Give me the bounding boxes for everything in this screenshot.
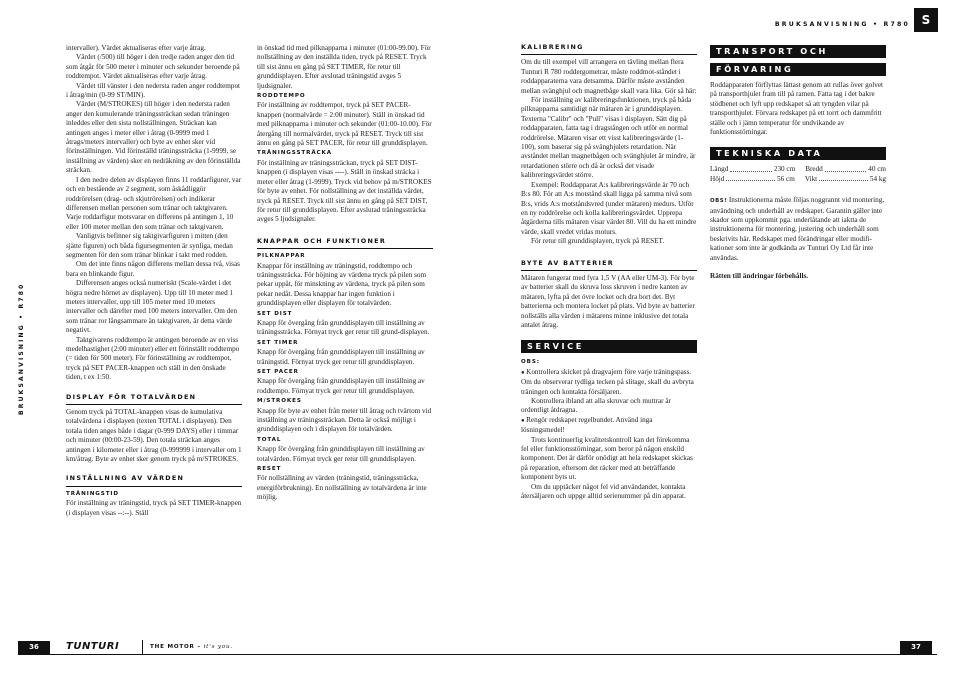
subheading-total: TOTAL [257, 436, 282, 443]
width-value: 40 cm [868, 165, 887, 174]
subheading-training-time: TRÄNINGSTID [66, 490, 119, 497]
length-value: 230 cm [773, 165, 796, 174]
paragraph: Knapp för övergång från grunddisplayen till inställning av träningstid. Förnyat tryck ger retur till grunddisplayen. [257, 348, 425, 366]
height-value: 56 cm [777, 174, 795, 183]
paragraph: För inställning av kalibreringsfunktionen, tryck på båda pilknapparna samtidigt när mätaren är i grunddisplayen. Texterna "Calibr" och "Pull" visas i displayen. Sätt dig på roddapparaten, fatta tag i dragstången och utför en normal roddrörelse. Mätaren visar ett visst kalibreringsvärde (1-100), som baserar sig på svänghjulets retardation. När avståndet mellan magnetbågen och svänghjulet är mindre, är retardationen större och då är också det visade kalibreringsvärdet större. [521, 96, 696, 180]
obs-label: OBS! [710, 198, 728, 205]
paragraph: intervaller). Värdet aktualiseras efter varje åtrag. [66, 44, 206, 52]
paragraph: Knapp för övergång från grunddisplayen till inställning av totalvärden. Förnyat tryck ger retur till grunddisplayen. [257, 445, 425, 463]
paragraph: Om du upptäcker något fel vid användandet, kontakta återsäljaren och uppge alltid serienummer på din apparat. [521, 482, 686, 501]
paragraph: Knapp för byte av enhet från meter till åtrag och tvärtom vid inställning av träningssträckan. Detta är också möjligt i grunddisplayen och i displayen för totalvärden. [257, 406, 432, 434]
bullet-item: ● Rengör redskapet regelbundet. Använd inga lösningsmedel! [521, 416, 697, 436]
section-heading-settings: INSTÄLLNING AV VÄRDEN [66, 474, 242, 486]
paragraph: Mätaren fungerar med fyra 1,5 V (AA eller UM-3). För byte av batterier skall du skruva loss skruven i nedre kanten av mätaren, lyfta på det övre locket och dra bort det. Byt batterierna och montera locket på plats. Vid byte av batterier nollställs alla värden i mätarens minne inklusive det totala antalet åtrag. [521, 273, 695, 329]
footer-divider [142, 640, 143, 654]
width-label: Bredd [805, 165, 823, 174]
bullet-item: ● Kontrollera skicket på dragvajern före varje träningspass. Om du observerar tydliga tecken på slitage, skall du avbryta träningen och kontakta försäljaren. [521, 368, 697, 397]
subheading-set-timer: SET TIMER [257, 339, 299, 346]
left-column-2 [257, 44, 433, 503]
running-header: BRUKSANVISNING • R780 [774, 21, 910, 28]
page-number-right: 37 [900, 641, 932, 654]
brand-name: TUNTURI [66, 641, 120, 652]
paragraph: I den nedre delen av displayen finns 11 roddarfigurer, var och en bestående av 2 segment, som åskådliggör roddrörelsen (drag- och skjutrörelsen) och indikerar differensen mellan personen som tränar och taktgivaren. Varje roddarfigur motsvarar en differens på antingen 1, 10 eller 100 meter mellan den som tränar och taktgivaren. [66, 175, 242, 231]
section-bar-technical-data: TEKNISKA DATA [710, 147, 886, 160]
paragraph: Vanligtvis befinner sig taktgivarfiguren i mitten (den sjätte figuren) och båda figursegmenten är synliga, medan segmenten för den som tränar blinkar i takt med rodden. [66, 232, 233, 259]
section-heading-batteries: BYTE AV BATTERIER [521, 259, 697, 271]
paragraph: Om du till exempel vill arrangera en tävling mellan flera Tunturi R 780 roddergometrar, måste roddmot-ståndet i roddapparaterna vara detsamma. Därför måste avstånden mellan svänghjul och magnetbåge skall vara lika. Gör så här: [521, 58, 697, 95]
paragraph: För inställning av roddtempot, tryck på SET PACER-knappen (normalvärde = 2:00 minuter). Ställ in önskad tid med pilknapparna i minuter och sekunder (01:00-10.00). För återgång till normalvärdet, tryck på RESET. Tryck till sist ännu en gång på SET PACER, för retur till grunddisplayen. [257, 101, 432, 148]
paragraph: Exempel: Roddapparat A:s kalibreringsvärde är 70 och B:s 80. För att A:s motstånd skall ligga på samma nivå som B:s, vrids A:s motståndsvred (under mätaren) medurs. Utför en ny roddrörelse och kolla kalibreringsvärdet. Upprepa åtgärderna tills mätaren visar värdet 80. Vill du ha ett mindre värde, skall vredet vridas moturs. [521, 180, 697, 236]
paragraph: Värdet (/500) till höger i den tredje raden anger den tid som åtgår för 500 meter i minuter och sekunder beroende på roddtempot. Värdet aktualiseras efter varje åtrag. [66, 53, 240, 81]
paragraph: Värdet till vänster i den nedersta raden anger roddtempot i åtrag/min (0-99 ST/MIN). [66, 81, 241, 100]
subheading-m-strokes: M/STROKES [257, 398, 302, 405]
dimensions-row [710, 175, 886, 184]
language-tab: S [914, 8, 938, 32]
section-heading-calibration: KALIBRERING [521, 43, 697, 55]
paragraph: Trots kontinuerlig kvalitetskontroll kan det förekomma fel eller funktionsstörningar, som beror på någon enskild komponent. Det är därför onödigt att hela redskapet skickas på reparation, eftersom det räcker med att beträffande komponent byts ut. [521, 435, 693, 482]
paragraph: För inställning av träningstid, tryck på SET TIMER-knappen (i displayen visas --:--). Ställ [66, 499, 242, 517]
paragraph: Kontrollera ibland att alla skruvar och muttrar är ordentligt åtdragna. [521, 397, 671, 415]
subheading-arrow-keys: PILKNAPPAR [257, 253, 306, 260]
slogan [150, 641, 233, 654]
section-heading-display-totals: DISPLAY FÖR TOTALVÄRDEN [66, 393, 242, 405]
section-bar-service: SERVICE [521, 340, 697, 353]
rights-reserved: Rätten till ändringar förbehålls. [710, 272, 809, 281]
length-label: Längd [710, 165, 729, 174]
section-bar-storage: FÖRVARING [710, 63, 886, 76]
paragraph: För nollställning av värden (träningstid, träningssträcka, energiförbrukning). En nollställning av totalvärdena är inte möjlig. [257, 474, 427, 502]
subheading-training-distance: TRÄNINGSSTRÄCKA [257, 150, 333, 157]
subheading-set-pacer: SET PACER [257, 369, 299, 375]
dimensions-row [710, 165, 886, 174]
subheading-set-dist: SET DIST [257, 310, 293, 317]
subheading-reset: RESET [257, 466, 282, 473]
right-column-2 [710, 41, 886, 282]
brand-logo [66, 641, 119, 654]
slogan-prefix: THE MOTOR – [150, 644, 202, 650]
weight-label: Vikt [804, 174, 818, 183]
left-column-1 [66, 44, 242, 518]
paragraph: Knappar för inställning av träningstid, roddtempo och träningssträcka. För höjning av värdena tryck på pilen som pekar uppåt, för minskning av värdena, tryck på pilen som pekar nedåt. Dessa knappar har ingen funktion i grunddisplayen eller displayen för totalvärden. [257, 261, 427, 308]
paragraph: Värdet (M/STROKES) till höger i den nedersta raden anger den kumulerande träningssträckan sedan träningen inleddes eller den sista nollställningen. Sträckan kan antingen anges i meter eller i åtrag (0-9999 med 1 åtrags/meters intervaller) och byte av enhet sker vid förinställningen. Vid förinställd träningssträcka (1-9999, se inställning av värden) sker en nedräkning av den förinställda sträckan. [66, 100, 241, 175]
footer-rule [18, 654, 937, 655]
right-column-1 [521, 41, 697, 501]
paragraph: Roddapparaten förflyttas lättast genom att rullas över golvet på transporthjulet fram till på ramen. Fatta tag i det bakre stödbenet och lyft upp redskapet så att tyngden vilar på transporthjulet. Förvara redskapet på ett torrt och dammfritt ställe och i jämn temperatur för undvikande av funktionsstörningar. [710, 81, 884, 137]
paragraph: Taktgivarens roddtempo är antingen beroende av en viss medelhastighet (2:00 minuter) eller ett förinställt roddtempo (= tiden för 500 meter). För förinställning av roddtempot, tryck på SET PACER-knappen och ställ in den önskade tiden, t ex 1:50. [66, 335, 240, 382]
weight-value: 54 kg [869, 174, 887, 183]
paragraph: Knapp för övergång från grunddisplayen till inställning av träningssträcka. Förnyat tryck ger retur till grund-displayen. [257, 318, 430, 337]
page-number-left: 36 [18, 641, 50, 654]
paragraph: Knapp för övergång från grunddisplayen till inställning av roddtempo. Förnyat tryck ger retur till grunddisplayen. [257, 377, 425, 395]
paragraph: Differensen anges också numeriskt (Scale-värdet i det högra nedre hörnet av displayen). Upp till 10 meter med 1 meters intervaller, upp till 105 meter med 10 meters intervaller och därefter med 100 meters intervaller. Om den som tränar ror långsammare än taktgivaren, är detta värde negativt. [66, 279, 238, 335]
obs-label: OBS: [521, 359, 540, 366]
vertical-running-title: BRUKSANVISNING • R780 [18, 282, 25, 415]
paragraph: in önskad tid med pilknapparna i minuter (01:00-99.00). För nollställning av den inställda tiden, tryck på RESET. Tryck till sist ännu en gång på SET TIMER, för retur till grunddisplayen. Efter avslutad träningstid avges 5 ljudsignaler. [257, 44, 431, 90]
obs-paragraph [710, 196, 886, 263]
slogan-suffix: it's you. [203, 644, 233, 650]
paragraph: Genom tryck på TOTAL-knappen visas de kumulativa totalvärdena i displayen (texten TOTAL i displayen). Den totala tiden anges både i dagar (0-999 DAYS) eller i timmar och minuter (00:00-23-59). Den totala sträckan anges antingen i kilometer eller i åtrag (0-999999 i intervaller om 1 km/åtrag. Byte av enhet sker genom tryck på m/STROKES. [66, 408, 242, 464]
paragraph: För inställning av träningssträckan, tryck på SET DIST-knappen (i displayen visas ----). Ställ in önskad sträcka i meter eller åtrag (1-9999). Tryck vid behov på m/STROKES för byte av enhet. För nollställning av det inställda värdet, tryck på RESET. Tryck till sist ännu en gång på SET DIST, för retur till grunddisplayen. Efter avslutad träningssträcka avges 5 ljudsignaler. [257, 158, 432, 224]
height-label: Höjd [710, 174, 725, 183]
paragraph: Instruktionerna måste följas noggrannt vid montering, användning och underhåll av redskapet. Garantin gäller inte skador som uppkommit pga. underlåtande att iaktta de instruktionerna för montering, justering och underhåll som beskrivits här. Redskapet med förändringar eller modifi-kationer som inte är godkända av Tunturi Oy Ltd får inte användas. [710, 196, 885, 262]
section-bar-transport: TRANSPORT OCH [710, 45, 886, 58]
section-heading-buttons: KNAPPAR OCH FUNKTIONER [257, 237, 433, 249]
subheading-rowing-pace: RODDTEMPO [257, 93, 306, 100]
paragraph: Om det inte finns någon differens mellan dessa två, visas bara en blinkande figur. [66, 260, 240, 278]
paragraph: För retur till grunddisplayen, tryck på RESET. [531, 237, 665, 246]
